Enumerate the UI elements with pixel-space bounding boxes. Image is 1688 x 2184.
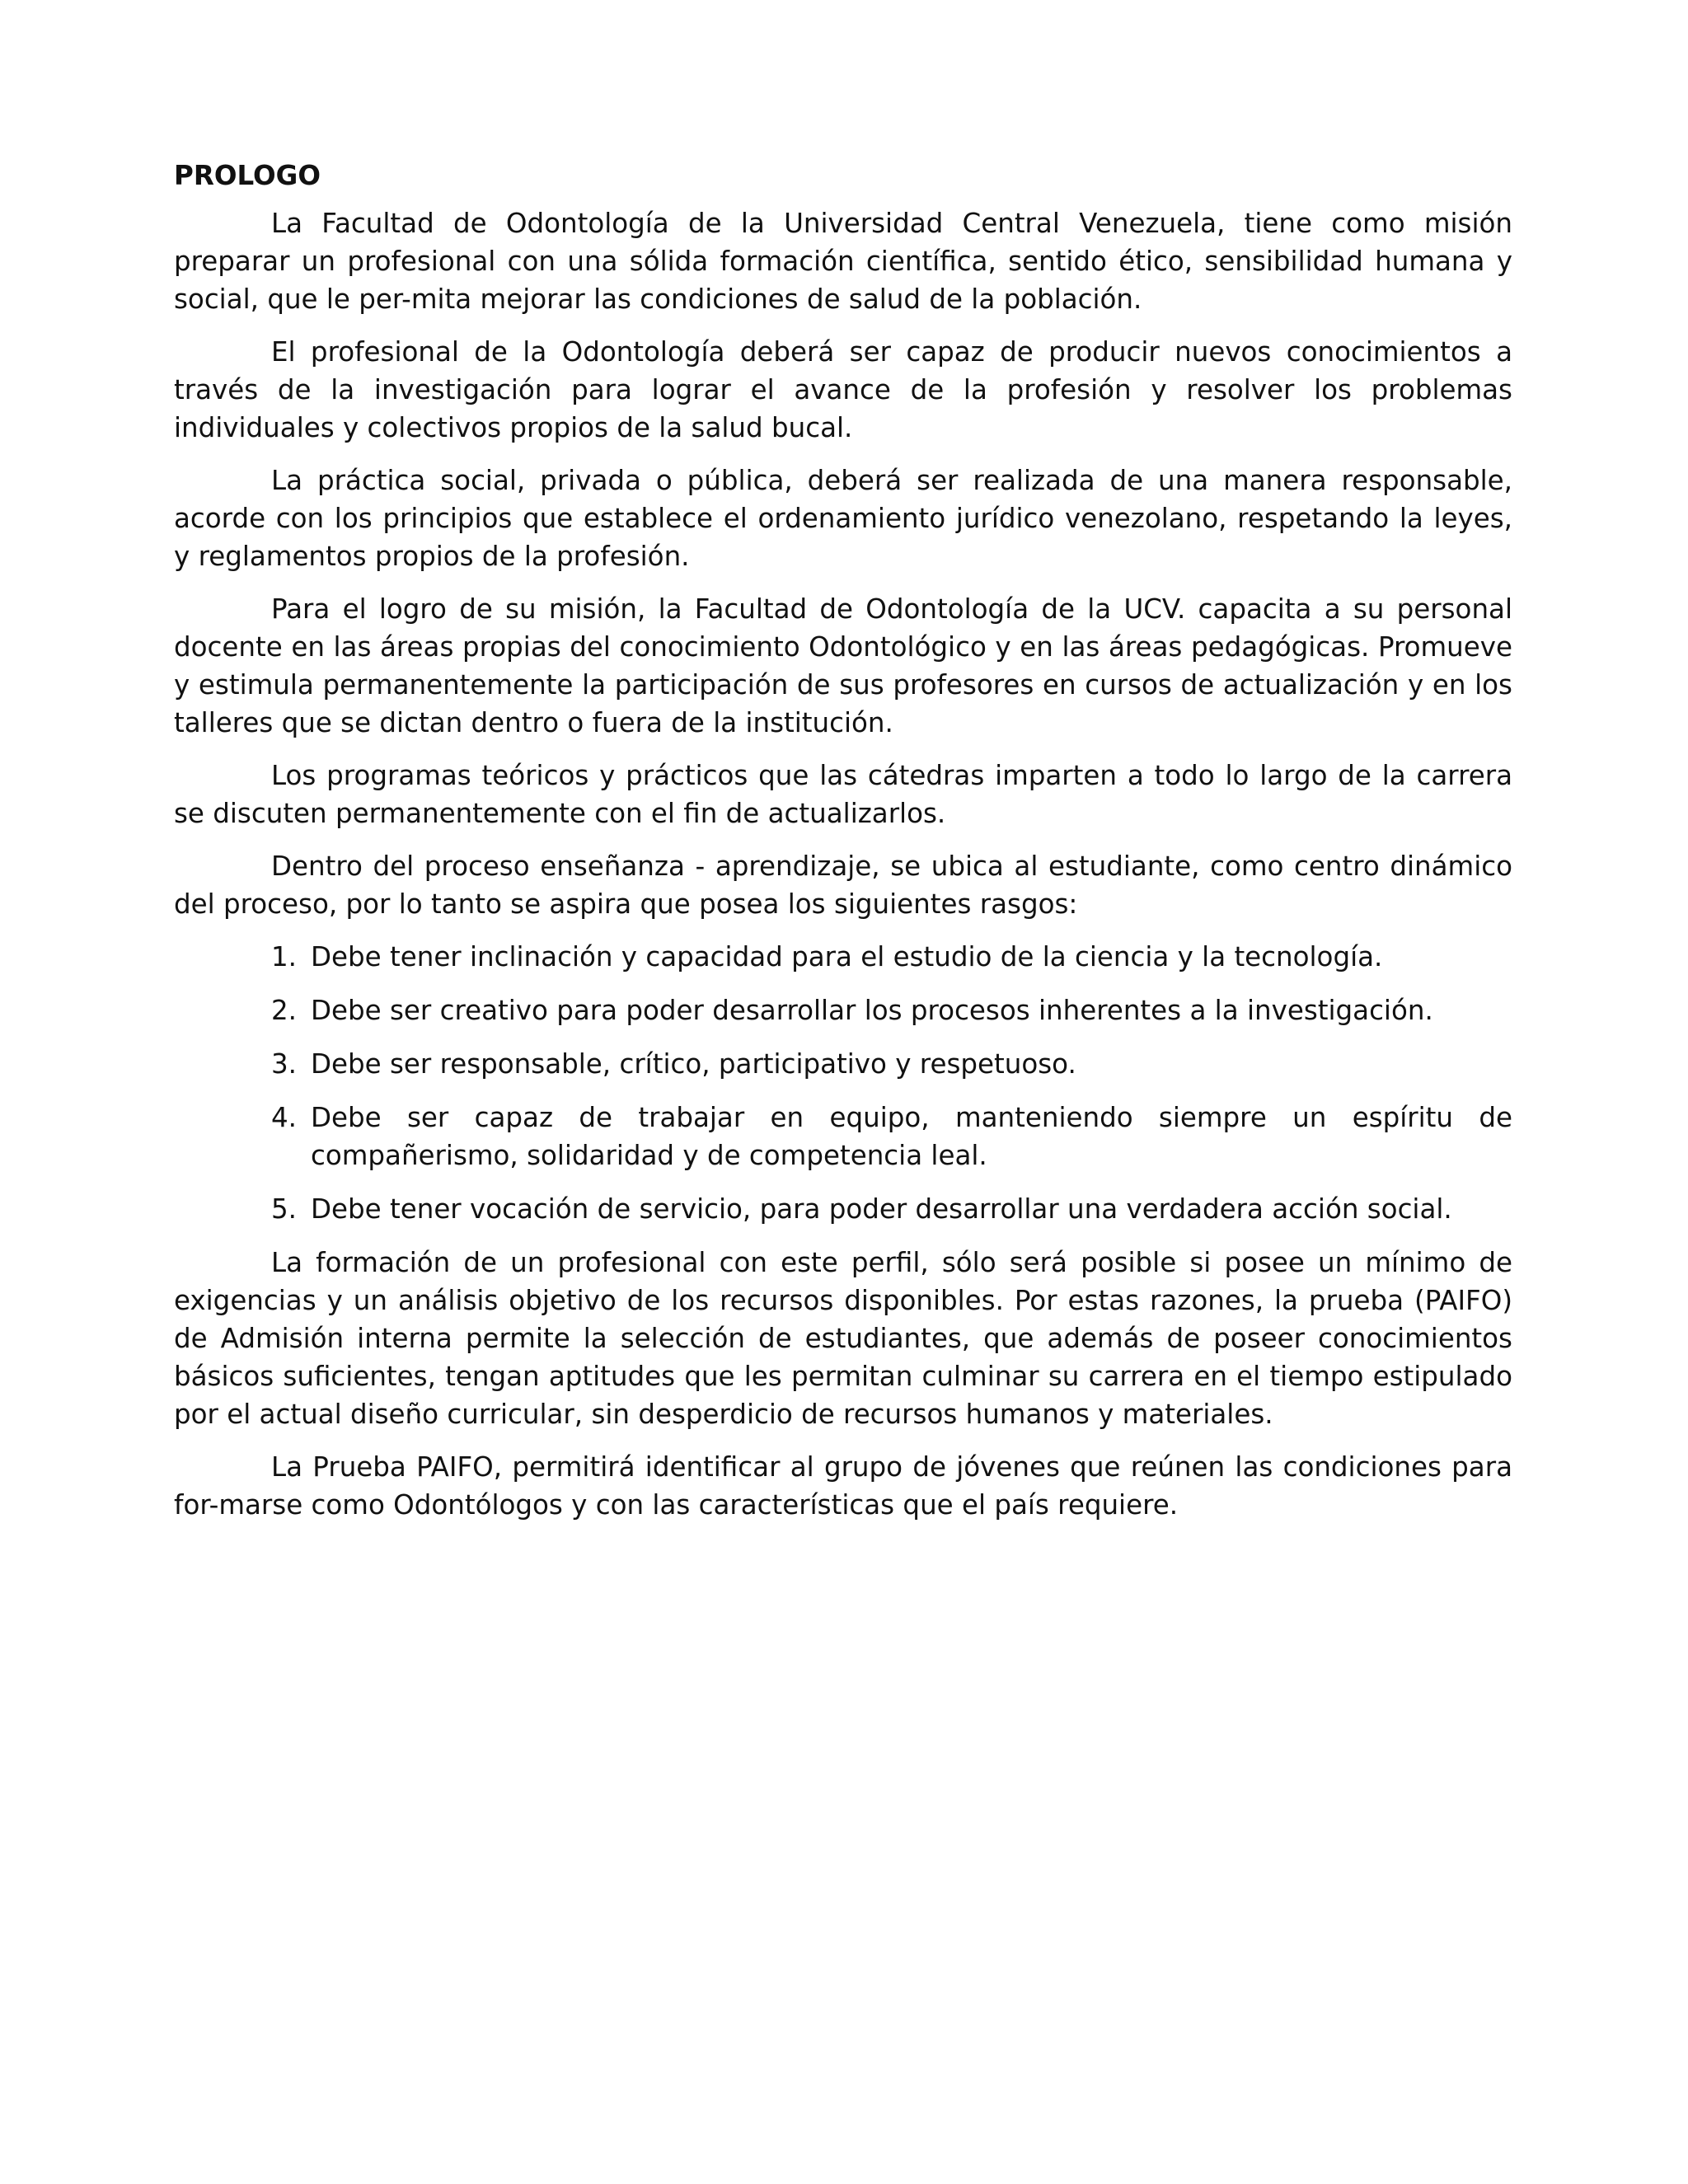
paragraph-mission: La Facultad de Odontología de la Universidad Central Venezuela, tiene como misión preparar un profesional con una sólida formación científica, sentido ético, sensibilidad humana y social, que le per-mita mejorar las condiciones de salud de la población.	[174, 208, 1512, 315]
list-item-number: 5.	[271, 1193, 298, 1225]
list-item-text: Debe ser responsable, crítico, participativo y respetuoso.	[311, 1048, 1076, 1080]
paragraph-research: El profesional de la Odontología deberá ser capaz de producir nuevos conocimientos a través de la investigación para lograr el avance de la profesión y resolver los problemas individuales y colectivos propios de la salud bucal.	[174, 336, 1512, 443]
paragraph-paifo-conclusion: La Prueba PAIFO, permitirá identificar al grupo de jóvenes que reúnen las condiciones para for-marse como Odontólogos y con las características que el país requiere.	[174, 1451, 1512, 1521]
paragraph-admission-test: La formación de un profesional con este perfil, sólo será posible si posee un mínimo de exigencias y un análisis objetivo de los recursos disponibles. Por estas razones, la prueba (PAIFO) de Admisión interna permite la selección de estudiantes, que además de poseer conocimientos básicos suficientes, tengan aptitudes que les permitan culminar su carrera en el tiempo estipulado por el actual diseño curricular, sin desperdicio de recursos humanos y materiales.	[174, 1247, 1512, 1430]
list-item-text: Debe tener vocación de servicio, para poder desarrollar una verdadera acción social.	[311, 1193, 1452, 1225]
list-item-text: Debe ser capaz de trabajar en equipo, manteniendo siempre un espíritu de compañerismo, solidaridad y de competencia leal.	[311, 1102, 1512, 1171]
paragraph-programs: Los programas teóricos y prácticos que las cátedras imparten a todo lo largo de la carrera se discuten permanentemente con el fin de actualizarlos.	[174, 760, 1512, 829]
document-page	[174, 157, 1512, 1539]
list-item	[271, 1099, 1512, 1174]
paragraph-student-traits-intro: Dentro del proceso enseñanza - aprendizaje, se ubica al estudiante, como centro dinámico del proceso, por lo tanto se aspira que posea los siguientes rasgos:	[174, 851, 1512, 920]
list-item-number: 1.	[271, 941, 298, 972]
list-item	[271, 991, 1512, 1029]
page-title: PROLOGO	[174, 160, 321, 191]
paragraph-social-practice: La práctica social, privada o pública, deberá ser realizada de una manera responsable, acorde con los principios que establece el ordenamiento jurídico venezolano, respetando la leyes, y reglamentos propios de la profesión.	[174, 465, 1512, 572]
paragraph-faculty-training: Para el logro de su misión, la Facultad de Odontología de la UCV. capacita a su personal docente en las áreas propias del conocimiento Odontológico y en las áreas pedagógicas. Promueve y estimula permanentemente la participación de sus profesores en cursos de actualización y en los talleres que se dictan dentro o fuera de la institución.	[174, 593, 1512, 738]
list-item-text: Debe ser creativo para poder desarrollar los procesos inherentes a la investigación.	[311, 995, 1433, 1026]
list-item-number: 3.	[271, 1048, 298, 1080]
list-item-number: 2.	[271, 995, 298, 1026]
list-item-number: 4.	[271, 1102, 298, 1133]
list-item	[271, 938, 1512, 976]
list-item	[271, 1045, 1512, 1083]
list-item	[271, 1190, 1512, 1228]
student-traits-list	[174, 938, 1512, 1228]
list-item-text: Debe tener inclinación y capacidad para el estudio de la ciencia y la tecnología.	[311, 941, 1383, 972]
